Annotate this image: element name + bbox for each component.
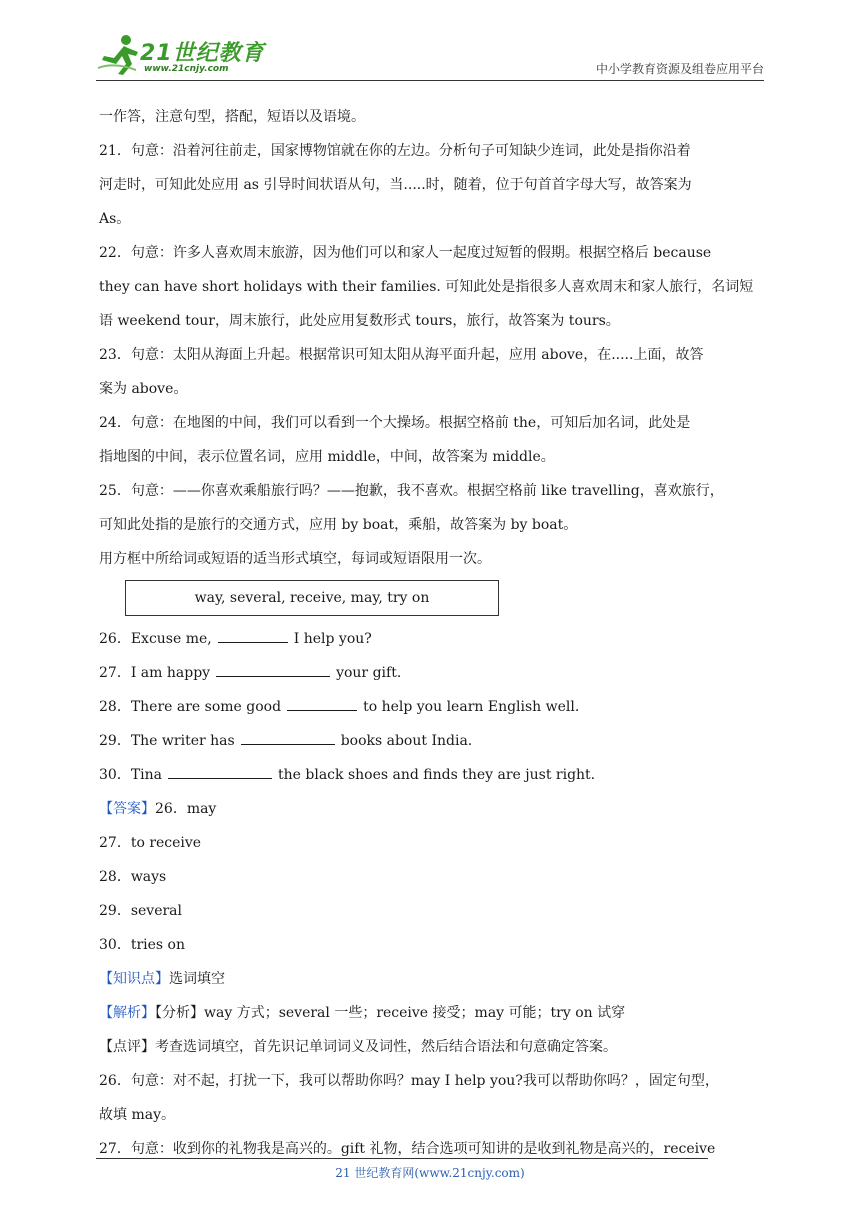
- knowledge-tag: 【知识点】: [99, 971, 169, 987]
- answer-line: 30．tries on: [99, 937, 185, 953]
- comment-tag: 【点评】: [99, 1039, 155, 1055]
- page-header: [96, 28, 764, 80]
- instruction: 用方框中所给词或短语的适当形式填空，每词或短语限用一次。: [99, 551, 491, 567]
- answer-blank: [287, 696, 357, 711]
- logo-url: www.21cnjy.com: [144, 64, 229, 74]
- question-27: 27．I am happy your gift.: [99, 656, 764, 690]
- text-line: 22．句意：许多人喜欢周末旅游，因为他们可以和家人一起度过短暂的假期。根据空格后 because: [99, 245, 712, 261]
- question-26: 26．Excuse me, I help you?: [99, 622, 764, 656]
- logo: [96, 28, 266, 80]
- footer-link[interactable]: 21 世纪教育网(www.21cnjy.com): [335, 1166, 525, 1180]
- answer-blank: [216, 662, 330, 677]
- text-line: 河走时，可知此处应用 as 引导时间状语从句，当.....时，随着，位于句首首字母大写，故答案为: [99, 177, 692, 193]
- text-line: 24．句意：在地图的中间，我们可以看到一个大操场。根据空格前 the，可知后加名词，此处是: [99, 415, 691, 431]
- text-line: they can have short holidays with their families. 可知此处是指很多人喜欢周末和家人旅行，名词短: [99, 279, 754, 295]
- runner-icon: [96, 34, 142, 76]
- word-box: way, several, receive, may, try on: [125, 580, 499, 616]
- word-box-row: [99, 576, 764, 622]
- answer-blank: [168, 764, 272, 779]
- text-line: 语 weekend tour，周末旅行，此处应用复数形式 tours，旅行，故答案为 tours。: [99, 313, 620, 329]
- question-29: 29．The writer has books about India.: [99, 724, 764, 758]
- analysis: 【解析】【分析】way 方式；several 一些；receive 接受；may 可能；try on 试穿: [99, 1005, 626, 1021]
- text-line: 一作答，注意句型，搭配，短语以及语境。: [99, 109, 365, 125]
- document-body: [99, 100, 764, 1166]
- text-line: 27．句意：收到你的礼物我是高兴的。gift 礼物，结合选项可知讲的是收到礼物是高兴的，receive: [99, 1141, 716, 1157]
- question-30: 30．Tina the black shoes and finds they are just right.: [99, 758, 764, 792]
- text-line: 故填 may。: [99, 1107, 175, 1123]
- text-line: 案为 above。: [99, 381, 188, 397]
- answer-blank: [218, 628, 288, 643]
- answer-line: 【答案】26．may: [99, 801, 217, 817]
- answer-line: 27．to receive: [99, 835, 202, 851]
- header-divider: [96, 80, 764, 81]
- platform-name: 中小学教育资源及组卷应用平台: [595, 62, 764, 76]
- text-line: 21．句意：沿着河往前走，国家博物馆就在你的左边。分析句子可知缺少连词，此处是指你沿着: [99, 143, 691, 159]
- text-line: As。: [99, 211, 131, 227]
- knowledge-point: 【知识点】选词填空: [99, 971, 225, 987]
- text-line: 23．句意：太阳从海面上升起。根据常识可知太阳从海平面升起，应用 above，在.....上面，故答: [99, 347, 704, 363]
- footer-divider: [96, 1158, 708, 1159]
- answer-blank: [241, 730, 335, 745]
- analysis-tag: 【解析】: [99, 1005, 155, 1021]
- text-line: 可知此处指的是旅行的交通方式，应用 by boat，乘船，故答案为 by boat。: [99, 517, 578, 533]
- text-line: 25．句意：——你喜欢乘船旅行吗？——抱歉，我不喜欢。根据空格前 like travelling，喜欢旅行，: [99, 483, 724, 499]
- text-line: 26．句意：对不起，打扰一下，我可以帮助你吗？may I help you?我可以帮助你吗？，固定句型，: [99, 1073, 719, 1089]
- comment: 【点评】考查选词填空，首先识记单词词义及词性，然后结合语法和句意确定答案。: [99, 1039, 617, 1055]
- answer-line: 28．ways: [99, 869, 167, 885]
- logo-text: 21世纪教育: [140, 41, 265, 66]
- question-28: 28．There are some good to help you learn English well.: [99, 690, 764, 724]
- answer-line: 29．several: [99, 903, 182, 919]
- text-line: 指地图的中间，表示位置名词，应用 middle，中间，故答案为 middle。: [99, 449, 555, 465]
- answer-tag: 【答案】: [99, 801, 155, 817]
